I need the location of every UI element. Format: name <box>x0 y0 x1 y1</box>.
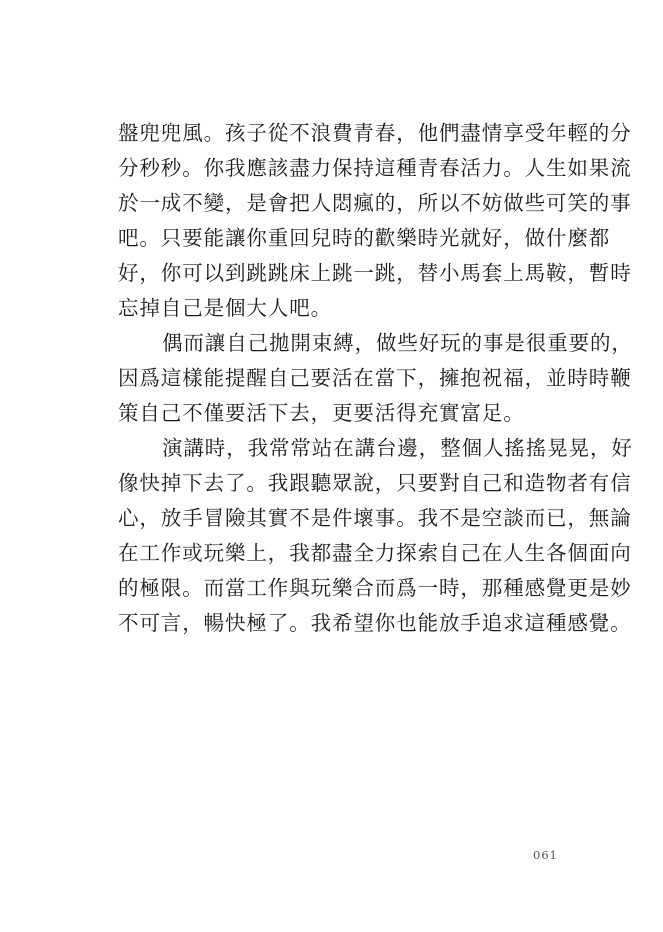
text-line: 的極限。而當工作與玩樂合而爲一時，那種感覺更是妙 <box>118 576 632 600</box>
paragraph-2 <box>118 326 633 431</box>
page-number: 061 <box>533 848 558 862</box>
text-line: 不可言，暢快極了。我希望你也能放手追求這種感覺。 <box>118 611 632 635</box>
text-line: 在工作或玩樂上，我都盡全力探索自己在人生各個面向 <box>118 541 632 565</box>
text-line: 分秒秒。你我應該盡力保持這種青春活力。人生如果流 <box>118 156 632 180</box>
paragraph-3 <box>118 431 633 641</box>
text-line: 像快掉下去了。我跟聽眾說，只要對自己和造物者有信 <box>118 471 632 495</box>
text-line: 於一成不變，是會把人悶瘋的，所以不妨做些可笑的事 <box>118 191 632 215</box>
paragraph-1 <box>118 116 632 326</box>
text-line: 心，放手冒險其實不是件壞事。我不是空談而已，無論 <box>118 506 632 530</box>
text-line: 好，你可以到跳跳床上跳一跳，替小馬套上馬鞍，暫時 <box>118 261 632 285</box>
text-line: 忘掉自己是個大人吧。 <box>118 296 332 320</box>
text-line: 因爲這樣能提醒自己要活在當下，擁抱祝福，並時時鞭 <box>118 366 632 390</box>
text-line: 演講時，我常常站在講台邊，整個人搖搖晃晃，好 <box>162 436 633 460</box>
page-body-text <box>118 116 633 641</box>
text-line: 策自己不僅要活下去，更要活得充實富足。 <box>118 401 525 425</box>
text-line: 盤兜兜風。孩子從不浪費青春，他們盡情享受年輕的分 <box>118 121 632 145</box>
text-line: 偶而讓自己拋開束縛，做些好玩的事是很重要的， <box>162 331 633 355</box>
text-line: 吧。只要能讓你重回兒時的歡樂時光就好，做什麼都 <box>118 226 611 250</box>
